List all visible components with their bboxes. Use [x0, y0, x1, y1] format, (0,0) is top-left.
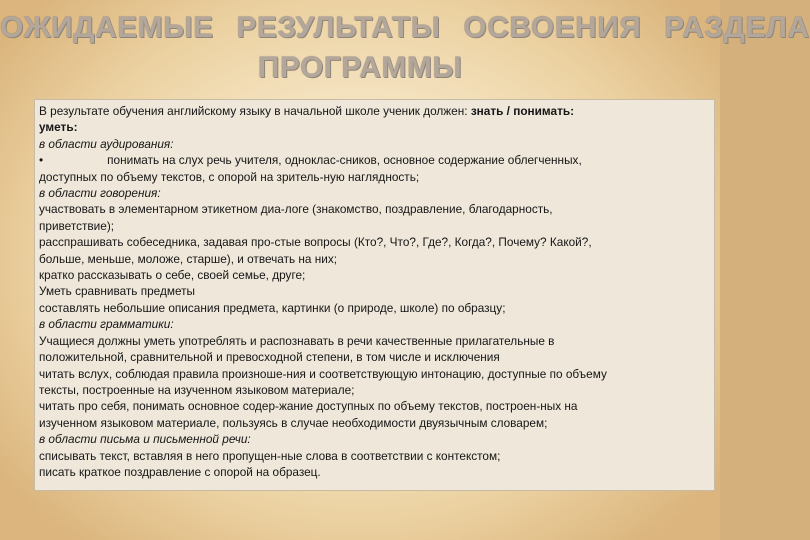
- writing-heading: в области письма и письменной речи:: [39, 432, 251, 447]
- slide-title: [0, 8, 810, 88]
- reading-line-1: читать вслух, соблюдая правила произноше-ния и соответствующую интонацию, доступные по объему: [39, 366, 607, 381]
- speaking-line-2: приветствие);: [39, 218, 115, 233]
- title-line-1: ОЖИДАЕМЫЕ РЕЗУЛЬТАТЫ ОСВОЕНИЯ РАЗДЕЛА: [0, 11, 810, 44]
- writing-line-1: списывать текст, вставляя в него пропущен-ные слова в соответствии с контекстом;: [39, 448, 501, 463]
- speaking-heading: в области говорения:: [39, 186, 161, 201]
- speaking-line-5: кратко рассказывать о себе, своей семье, друге;: [39, 268, 306, 283]
- speaking-line-4: больше, меньше, моложе, старше), и отвечать на них;: [39, 251, 338, 266]
- bullet-icon: •: [39, 153, 44, 168]
- grammar-line-1: Учащиеся должны уметь употреблять и распознавать в речи качественные прилагательные в: [39, 333, 555, 348]
- intro-text: В результате обучения английскому языку в начальной школе ученик должен:: [39, 104, 471, 118]
- listening-text-1: понимать на слух речь учителя, одноклас-сников, основное содержание облегченных,: [107, 153, 582, 168]
- writing-line-2: писать краткое поздравление с опорой на образец.: [39, 464, 321, 479]
- speaking-line-3: расспрашивать собеседника, задавая про-стые вопросы (Кто?, Что?, Где?, Когда?, Почему? Какой?,: [39, 235, 592, 250]
- title-line-2: ПРОГРАММЫ: [257, 51, 463, 84]
- reading-line-2: тексты, построенные на изученном языковом материале;: [39, 382, 355, 397]
- content-textbox: [34, 99, 715, 491]
- speaking-line-7: составлять небольшие описания предмета, картинки (о природе, школе) по образцу;: [39, 300, 506, 315]
- speaking-line-6: Уметь сравнивать предметы: [39, 284, 196, 299]
- intro-line: [39, 103, 714, 119]
- grammar-heading: в области грамматики:: [39, 317, 174, 332]
- umet-line: уметь:: [39, 120, 78, 135]
- intro-bold-text: знать / понимать:: [470, 104, 575, 118]
- reading-line-4: изученном языковом материале, пользуясь в случае необходимости двуязычным словарем;: [39, 415, 548, 430]
- reading-line-3: читать про себя, понимать основное содер-жание доступных по объему текстов, построен-ных на: [39, 399, 578, 414]
- listening-line-2: доступных по объему текстов, с опорой на зритель-ную наглядность;: [39, 169, 420, 184]
- listening-line-1: [39, 152, 714, 168]
- listening-heading: в области аудирования:: [39, 136, 174, 151]
- grammar-line-2: положительной, сравнительной и превосходной степени, в том числе и исключения: [39, 350, 500, 365]
- speaking-line-1: участвовать в элементарном этикетном диа-логе (знакомство, поздравление, благодарность,: [39, 202, 553, 217]
